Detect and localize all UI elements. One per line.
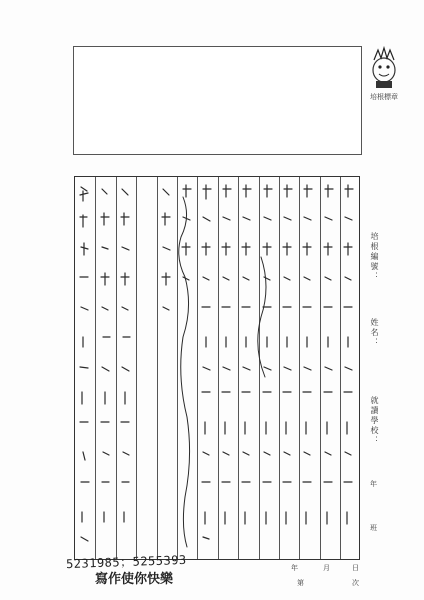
mascot-stamp-icon [362,40,406,100]
date-day-label: 日 [352,564,359,572]
slogan-text: 寫作使你快樂 [95,572,174,587]
handwriting-strokes [75,177,361,561]
times-label: 次 [352,579,359,587]
school-label: 就讀學校： [370,396,379,446]
year-label: 年 [370,480,377,488]
writing-grid [74,176,360,560]
stamp-label: 培根標章 [370,93,398,101]
page-prefix-label: 第 [297,579,304,587]
serial-number: 5231985；5255393 [65,552,187,572]
class-number-label: 培根編號： [370,232,379,282]
date-year-label: 年 [291,564,298,572]
teacher-comment-box [73,46,362,155]
date-month-label: 月 [323,564,330,572]
grade-label: 班 [370,524,377,532]
name-label: 姓名： [370,318,379,348]
